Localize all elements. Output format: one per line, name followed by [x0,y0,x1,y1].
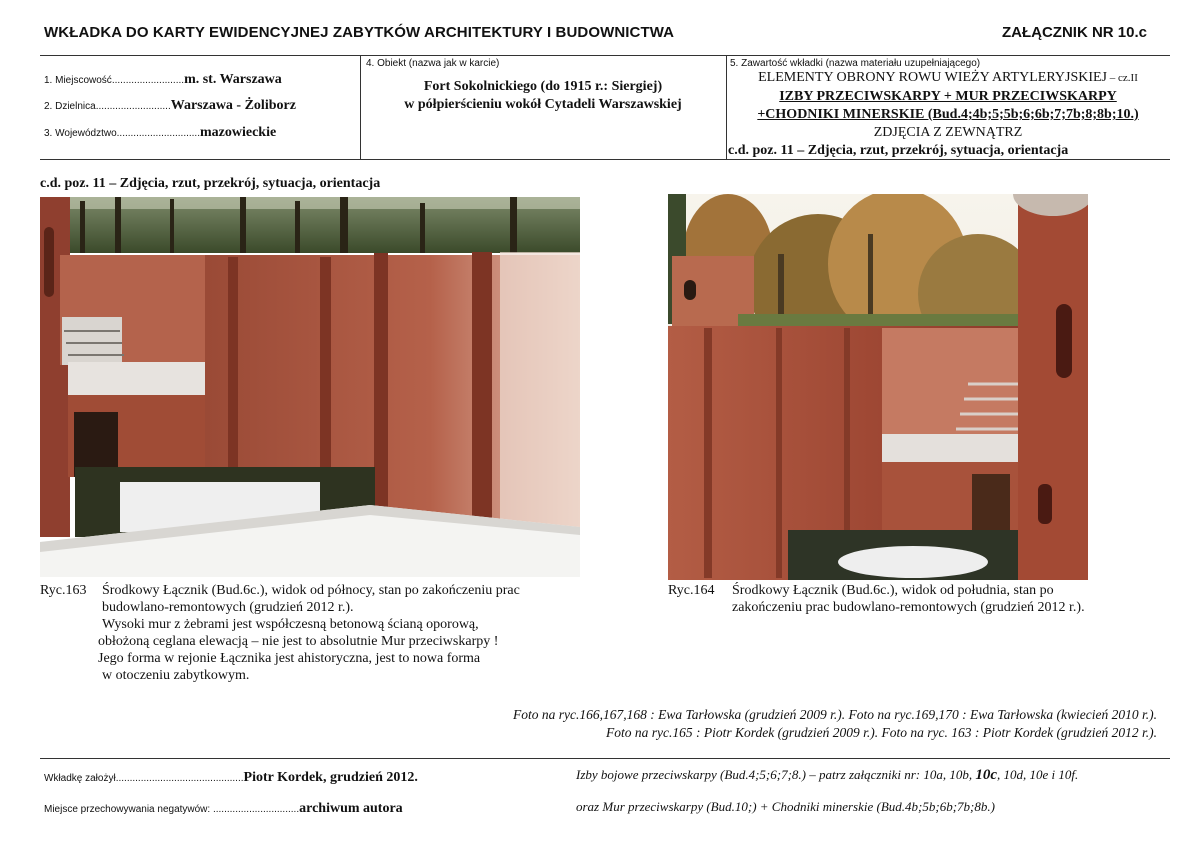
content-line2: IZBY PRZECIWSKARPY + MUR PRZECIWSKARPY [779,89,1117,104]
attachment-number: ZAŁĄCZNIK NR 10.c [1001,24,1147,41]
storage-dots: ............................... [212,804,300,815]
table-divider-1 [360,55,361,159]
caption-163-note-line1: Wysoki mur z żebrami jest współczesną betonową ścianą oporową, [102,617,479,632]
voivodeship-label: 3. Województwo [44,128,117,139]
author-label: Wkładkę założył [44,773,116,784]
author-value: Piotr Kordek, grudzień 2012. [243,770,418,785]
city-value: m. st. Warszawa [184,72,282,87]
photo-ryc-163-image [40,197,580,577]
content-line5: c.d. poz. 11 – Zdjęcia, rzut, przekrój, sytuacja, orientacja [728,143,1069,158]
photo-ryc-163 [40,197,580,577]
voivodeship-row [44,123,276,141]
related-prefix: Izby bojowe przeciwskarpy (Bud.4;5;6;7;8.) – patrz załączniki nr: 10a, 10b, [576,767,976,782]
figure-number-164: Ryc.164 [668,583,715,598]
table-bottom-border [40,159,1170,160]
voivodeship-value: mazowieckie [200,125,277,140]
storage-label: Miejsce przechowywania negatywów: [44,804,213,815]
author-dots: .............................................. [115,773,244,784]
object-name [362,78,724,114]
section-heading: c.d. poz. 11 – Zdjęcia, rzut, przekrój, sytuacja, orientacja [40,176,381,191]
footer-divider [40,758,1170,759]
caption-ryc-163 [40,582,600,684]
caption-163-line1: Środkowy Łącznik (Bud.6c.), widok od północy, stan po zakończeniu prac [102,583,520,598]
content-line1-suffix: – cz.II [1107,72,1138,84]
author-row [44,768,418,786]
district-value: Warszawa - Żoliborz [170,98,296,113]
storage-value: archiwum autora [299,801,403,816]
related-attachments-line2: oraz Mur przeciwskarpy (Bud.10;) + Chodniki minerskie (Bud.4b;5b;6b;7b;8b.) [576,799,995,814]
city-label: 1. Miejscowość [44,75,112,86]
content-label: 5. Zawartość wkładki (nazwa materiału uzupełniającego) [730,58,981,69]
caption-163-note-line3: Jego forma w rejonie Łącznika jest ahistoryczna, jest to nowa forma [98,651,481,666]
figure-number-163: Ryc.163 [40,583,87,598]
table-divider-2 [726,55,727,159]
district-label: 2. Dzielnica [44,101,96,112]
related-bold: 10c [975,767,998,783]
city-dots: .......................... [111,75,185,86]
caption-164-line2: zakończeniu prac budowlano-remontowych (grudzień 2012 r.). [732,600,1085,615]
object-label: 4. Obiekt (nazwa jak w karcie) [366,58,500,69]
storage-row [44,799,403,817]
caption-163-note-line2: obłożoną ceglana elewacją – nie jest to absolutnie Mur przeciwskarpy ! [98,634,499,649]
photo-ryc-164-image [668,194,1088,580]
caption-163-line2: budowlano-remontowych (grudzień 2012 r.). [102,600,354,615]
photo-credits-line2: Foto na ryc.165 : Piotr Kordek (grudzień 2009 r.). Foto na ryc. 163 : Piotr Kordek (grudzień 2012 r.). [606,725,1157,740]
district-dots: ........................... [95,101,171,112]
related-suffix: , 10d, 10e i 10f. [997,767,1079,782]
caption-164-line1: Środkowy Łącznik (Bud.6c.), widok od południa, stan po [732,583,1054,598]
content-line3: +CHODNIKI MINERSKIE (Bud.4;4b;5;5b;6;6b;7;7b;8;8b;10.) [757,107,1139,122]
voivodeship-dots: .............................. [116,128,200,139]
object-name-line2: w półpierścieniu wokół Cytadeli Warszawskiej [404,97,682,112]
page-title: WKŁADKA DO KARTY EWIDENCYJNEJ ZABYTKÓW ARCHITEKTURY I BUDOWNICTWA [44,24,675,41]
table-top-border [40,55,1170,56]
photo-credits-line1: Foto na ryc.166,167,168 : Ewa Tarłowska (grudzień 2009 r.). Foto na ryc.169,170 : Ewa Tarłowska (kwiecień 2010 r.). [513,707,1157,722]
content-line1 [728,70,1168,86]
photo-ryc-164 [668,194,1088,580]
caption-ryc-164 [668,582,1168,616]
object-name-line1: Fort Sokolnickiego (do 1915 r.: Siergiej) [423,79,663,94]
city-row [44,70,282,88]
caption-163-note-line4: w otoczeniu zabytkowym. [102,668,250,683]
content-line1-main: ELEMENTY OBRONY ROWU WIEŻY ARTYLERYJSKIEJ [758,70,1108,85]
related-attachments [576,767,1078,784]
content-line4: ZDJĘCIA Z ZEWNĄTRZ [873,125,1023,140]
district-row [44,96,296,114]
